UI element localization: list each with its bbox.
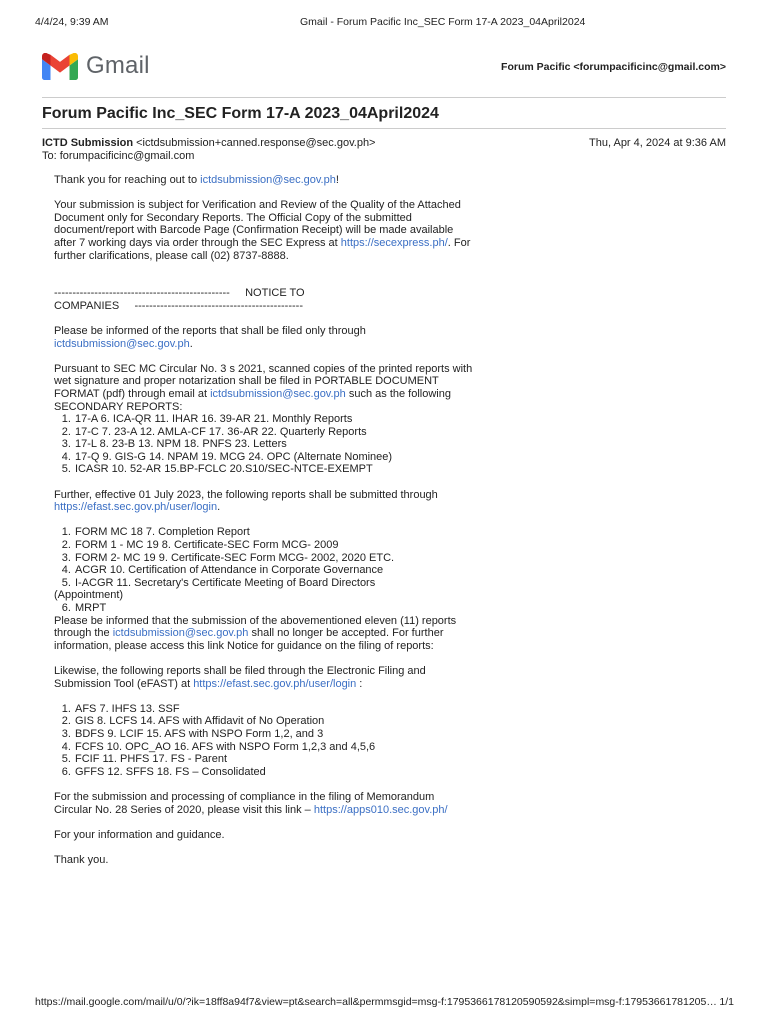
paragraph: Thank you for reaching out to ictdsubmission@sec.gov.ph!	[54, 174, 339, 186]
efast-link[interactable]: https://efast.sec.gov.ph/user/login	[193, 677, 357, 690]
sender-name: ICTD Submission	[42, 137, 134, 149]
message-body	[54, 174, 474, 879]
list-item: 5. I-ACGR 11. Secretary's Certificate Meeting of Board Directors	[74, 577, 474, 590]
notice-heading: ------------------------------------------------ NOTICE TO COMPANIES ----------------------------------------------	[54, 287, 305, 312]
gmail-logo[interactable]	[42, 52, 150, 80]
list-item: 3. BDFS 9. LCIF 15. AFS with NSPO Form 1,2, and 3	[74, 728, 474, 741]
gmail-wordmark: Gmail	[86, 52, 150, 79]
print-page-number: 1/1	[719, 996, 734, 1008]
list-item: 4. 17-Q 9. GIS-G 14. NPAM 19. MCG 24. OPC (Alternate Nominee)	[74, 451, 474, 464]
list-item: 4. ACGR 10. Certification of Attendance in Corporate Governance	[74, 564, 474, 577]
secexpress-link[interactable]: https://secexpress.ph/	[340, 236, 448, 249]
email-link[interactable]: ictdsubmission@sec.gov.ph	[200, 174, 336, 186]
print-datetime: 4/4/24, 9:39 AM	[35, 16, 109, 28]
list-item: 6. GFFS 12. SFFS 18. FS – Consolidated	[74, 766, 474, 779]
email-link[interactable]: ictdsubmission@sec.gov.ph	[210, 387, 346, 400]
account-label: Forum Pacific <forumpacificinc@gmail.com>	[501, 61, 726, 73]
list-item: 2. 17-C 7. 23-A 12. AMLA-CF 17. 36-AR 22. Quarterly Reports	[74, 426, 474, 439]
paragraph: Further, effective 01 July 2023, the following reports shall be submitted through https://efast.sec.gov.ph/user/login.	[54, 488, 438, 514]
paragraph: Likewise, the following reports shall be filed through the Electronic Filing and Submission Tool (eFAST) at https://efast.sec.gov.ph/user/login :	[54, 664, 426, 690]
list-item: 6. MRPT	[74, 602, 474, 615]
print-title: Gmail - Forum Pacific Inc_SEC Form 17-A 2023_04April2024	[300, 16, 586, 28]
efast-reports-list-cont	[54, 602, 474, 615]
list-item: 3. FORM 2- MC 19 9. Certificate-SEC Form MCG- 2002, 2020 ETC.	[74, 552, 474, 565]
paragraph: Your submission is subject for Verification and Review of the Quality of the Attached Document only for Secondary Reports. The Official Copy of the submitted document/report with Barcode Page (Confirmation Receipt) will be made available after 7 working days via order through the SEC Express at https://secexpress.ph/. For further clarifications, please call (02) 8737-8888.	[54, 199, 471, 262]
list-item: 2. GIS 8. LCFS 14. AFS with Affidavit of No Operation	[74, 715, 474, 728]
paragraph: Please be informed of the reports that shall be filed only through ictdsubmission@sec.gov.ph.	[54, 324, 366, 350]
list-item: 4. FCFS 10. OPC_AO 16. AFS with NSPO Form 1,2,3 and 4,5,6	[74, 741, 474, 754]
apps010-link[interactable]: https://apps010.sec.gov.ph/	[313, 803, 448, 816]
efast-financial-list	[54, 703, 474, 779]
message-date: Thu, Apr 4, 2024 at 9:36 AM	[589, 137, 726, 149]
list-item: 1. 17-A 6. ICA-QR 11. IHAR 16. 39-AR 21. Monthly Reports	[74, 413, 474, 426]
paragraph: Pursuant to SEC MC Circular No. 3 s 2021, scanned copies of the printed reports with wet signature and proper notarization shall be filed in PORTABLE DOCUMENT FORMAT (pdf) through email at ictdsubmission@sec.gov.ph such as the following SECONDARY REPORTS:	[54, 362, 473, 413]
print-footer-url: https://mail.google.com/mail/u/0/?ik=18ff8a94f7&view=pt&search=all&permmsgid=msg-f:1795366178120590592&simpl=msg-f:17953661781205…	[35, 996, 717, 1008]
list-item: 5. ICASR 10. 52-AR 15.BP-FCLC 20.S10/SEC-NTCE-EXEMPT	[74, 463, 474, 476]
email-link[interactable]: ictdsubmission@sec.gov.ph	[54, 337, 190, 350]
email-link[interactable]: ictdsubmission@sec.gov.ph	[112, 627, 249, 640]
secondary-reports-list	[54, 413, 474, 476]
list-item: 1. AFS 7. IHFS 13. SSF	[74, 703, 474, 716]
paragraph: For the submission and processing of compliance in the filing of Memorandum Circular No. 28 Series of 2020, please visit this link – https://apps010.sec.gov.ph/	[54, 790, 448, 816]
list-item-wrap: (Appointment)	[54, 589, 124, 602]
paragraph: Thank you.	[54, 853, 109, 866]
paragraph: Please be informed that the submission of the abovementioned eleven (11) reports through the ictdsubmission@sec.gov.ph shall no longer be accepted. For further information, please access this link Notice for guidance on the filing of reports:	[54, 614, 457, 652]
recipient: To: forumpacificinc@gmail.com	[42, 150, 195, 162]
list-item: 2. FORM 1 - MC 19 8. Certificate-SEC Form MCG- 2009	[74, 539, 474, 552]
paragraph: For your information and guidance.	[54, 828, 225, 841]
subject-divider	[42, 128, 726, 129]
efast-reports-list	[54, 526, 474, 589]
list-item: 3. 17-L 8. 23-B 13. NPM 18. PNFS 23. Letters	[74, 438, 474, 451]
list-item: 1. FORM MC 18 7. Completion Report	[74, 526, 474, 539]
header-divider	[42, 97, 726, 98]
gmail-m-icon	[42, 53, 78, 80]
email-subject: Forum Pacific Inc_SEC Form 17-A 2023_04April2024	[42, 105, 439, 122]
message-header	[42, 137, 375, 163]
efast-link[interactable]: https://efast.sec.gov.ph/user/login	[54, 501, 218, 514]
sender-email: <ictdsubmission+canned.response@sec.gov.ph>	[136, 137, 376, 149]
list-item: 5. FCIF 11. PHFS 17. FS - Parent	[74, 753, 474, 766]
